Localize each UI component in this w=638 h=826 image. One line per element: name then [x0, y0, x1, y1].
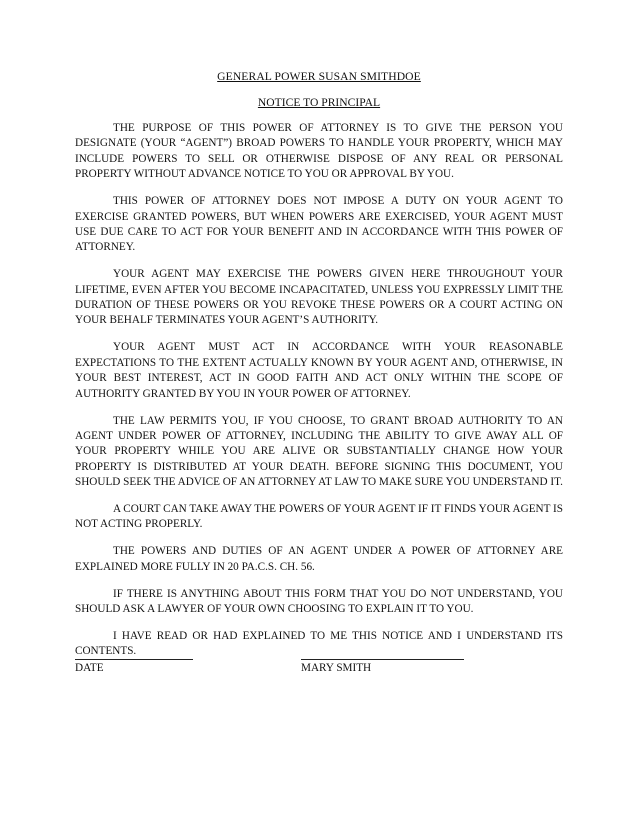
paragraph-court: A COURT CAN TAKE AWAY THE POWERS OF YOUR AGENT IF IT FINDS YOUR AGENT IS NOT ACTING PROPERLY.	[75, 503, 563, 531]
paragraph-law-permits: THE LAW PERMITS YOU, IF YOU CHOOSE, TO GRANT BROAD AUTHORITY TO AN AGENT UNDER POWER OF ATTORNEY, INCLUDING THE ABILITY TO GIVE AWAY ALL OF YOUR PROPERTY WHILE YOU ARE ALIVE OR SUBSTANTIALLY CHANGE HOW YOUR PROPERTY IS DISTRIBUTED AT YOUR DEATH. BEFORE SIGNING THIS DOCUMENT, YOU SHOULD SEEK THE ADVICE OF AN ATTORNEY AT LAW TO MAKE SURE YOU UNDERSTAND IT.	[75, 414, 563, 489]
notice-body	[75, 121, 563, 660]
paragraph-questions: IF THERE IS ANYTHING ABOUT THIS FORM THAT YOU DO NOT UNDERSTAND, YOU SHOULD ASK A LAWYER OF YOUR OWN CHOOSING TO EXPLAIN IT TO YOU.	[75, 587, 563, 616]
paragraph-acknowledgement: I HAVE READ OR HAD EXPLAINED TO ME THIS NOTICE AND I UNDERSTAND ITS CONTENTS.	[75, 629, 563, 658]
date-signature-line[interactable]	[75, 651, 193, 660]
principal-signature-line[interactable]	[301, 651, 464, 660]
paragraph-powers-duties: THE POWERS AND DUTIES OF AN AGENT UNDER A POWER OF ATTORNEY ARE EXPLAINED MORE FULLY IN 20 PA.C.S. CH. 56.	[75, 545, 563, 573]
principal-name-label: MARY SMITH	[301, 662, 372, 674]
date-signature-block	[75, 651, 193, 676]
document-page	[75, 69, 563, 674]
signature-row	[75, 651, 563, 691]
paragraph-duration: YOUR AGENT MAY EXERCISE THE POWERS GIVEN HERE THROUGHOUT YOUR LIFETIME, EVEN AFTER YOU BECOME INCAPACITATED, UNLESS YOU EXPRESSLY LIMIT THE DURATION OF THESE POWERS OR YOU REVOKE THESE POWERS OR A COURT ACTING ON YOUR BEHALF TERMINATES YOUR AGENT’S AUTHORITY.	[75, 268, 563, 327]
principal-signature-block	[301, 651, 464, 676]
document-subtitle: NOTICE TO PRINCIPAL	[257, 96, 381, 109]
paragraph-expectations: YOUR AGENT MUST ACT IN ACCORDANCE WITH YOUR REASONABLE EXPECTATIONS TO THE EXTENT ACTUALLY KNOWN BY YOUR AGENT AND, OTHERWISE, IN YOUR BEST INTEREST, ACT IN GOOD FAITH AND ACT ONLY WITHIN THE SCOPE OF AUTHORITY GRANTED BY YOU IN YOUR POWER OF ATTORNEY.	[75, 341, 563, 400]
document-title: GENERAL POWER SUSAN SMITHDOE	[217, 70, 421, 83]
paragraph-purpose: THE PURPOSE OF THIS POWER OF ATTORNEY IS TO GIVE THE PERSON YOU DESIGNATE (YOUR “AGENT”) BROAD POWERS TO HANDLE YOUR PROPERTY, WHICH MAY INCLUDE POWERS TO SELL OR OTHERWISE DISPOSE OF ANY REAL OR PERSONAL PROPERTY WITHOUT ADVANCE NOTICE TO YOU OR APPROVAL BY YOU.	[75, 122, 563, 181]
date-label: DATE	[75, 662, 104, 674]
paragraph-duty: THIS POWER OF ATTORNEY DOES NOT IMPOSE A DUTY ON YOUR AGENT TO EXERCISE GRANTED POWERS, BUT WHEN POWERS ARE EXERCISED, YOUR AGENT MUST USE DUE CARE TO ACT FOR YOUR BENEFIT AND IN ACCORDANCE WITH THIS POWER OF ATTORNEY.	[75, 195, 563, 254]
